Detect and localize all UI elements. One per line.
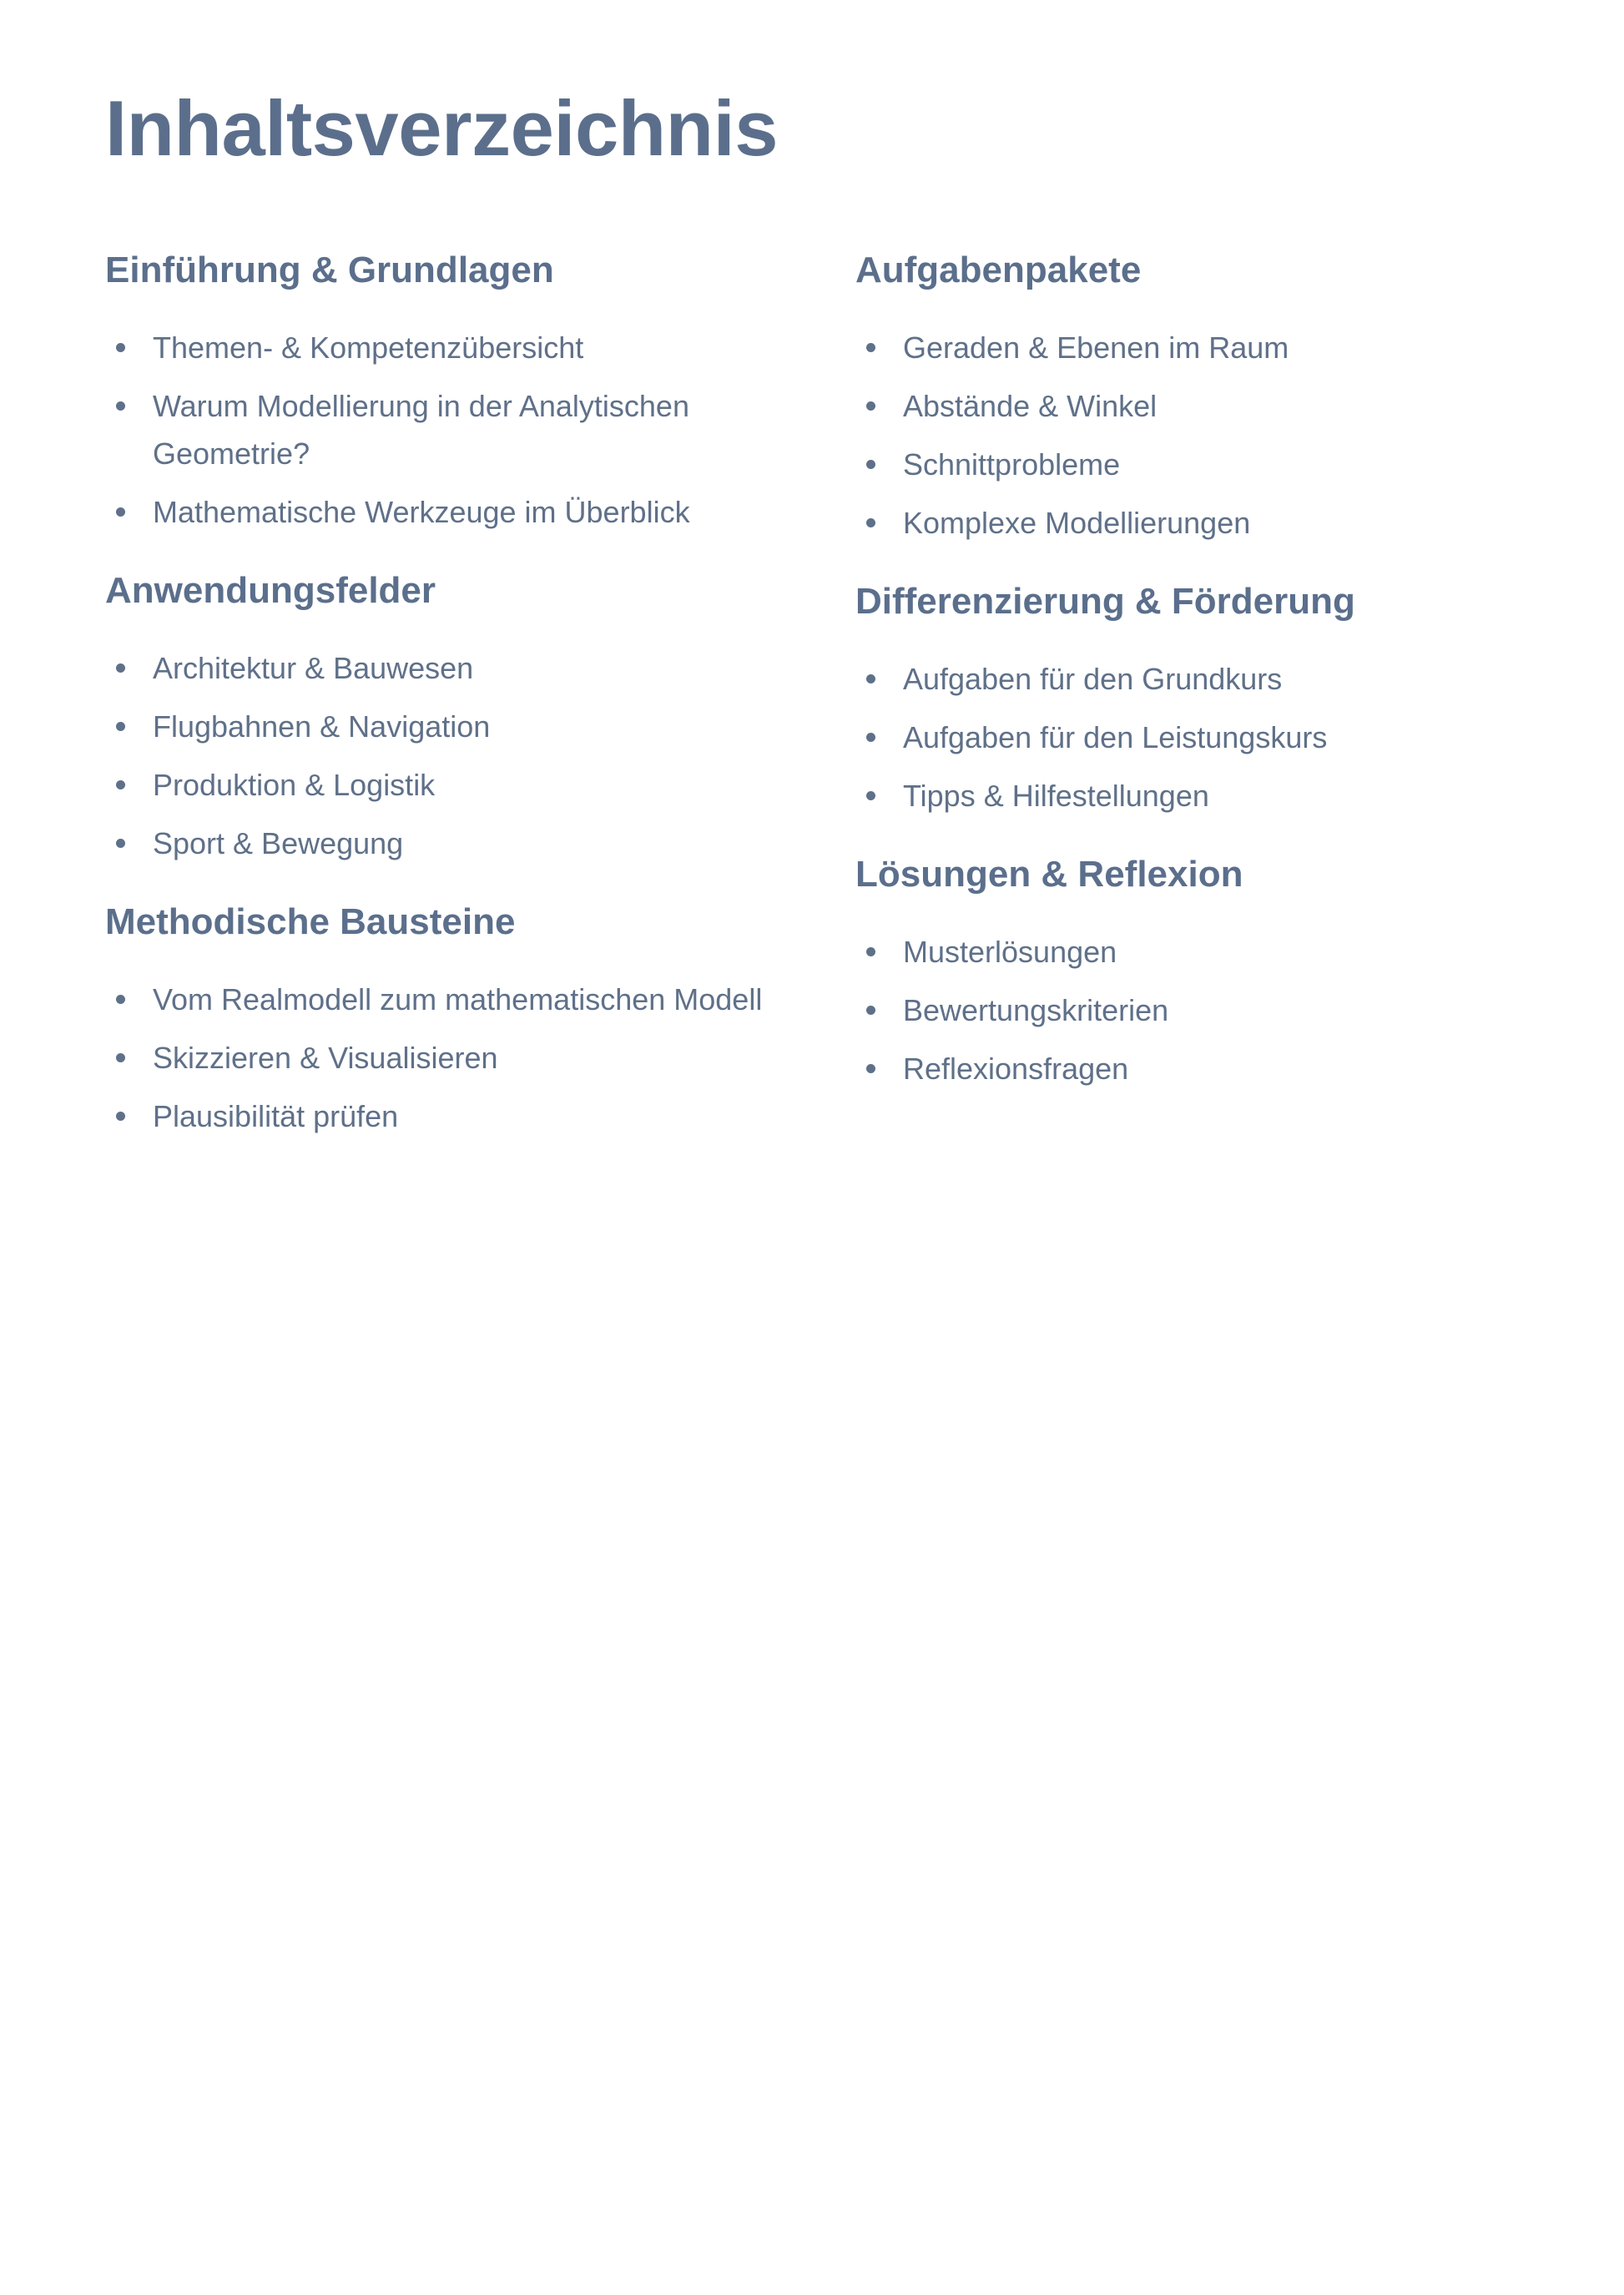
list-item-label: Musterlösungen [903,935,1117,969]
list-item [855,324,1573,371]
toc-section [855,247,1573,547]
bullet-icon [866,1064,875,1073]
bullet-icon [116,839,125,848]
list-item [105,1034,823,1082]
list-item-label: Themen- & Kompetenzübersicht [153,330,584,365]
section-item-list [105,976,823,1140]
list-item [105,820,823,867]
list-item [105,644,823,692]
bullet-icon [866,343,875,352]
list-item [105,324,823,371]
list-item [105,382,823,477]
bullet-icon [866,733,875,742]
list-item-label: Bewertungskriterien [903,993,1169,1027]
list-item [855,928,1573,976]
list-item [105,1092,823,1140]
bullet-icon [116,663,125,673]
bullet-icon [866,460,875,469]
list-item [105,761,823,809]
bullet-icon [866,1006,875,1015]
toc-column-left [105,247,823,1172]
list-item [855,1045,1573,1092]
section-item-list [105,324,823,536]
list-item-label: Tipps & Hilfestellungen [903,779,1209,813]
list-item-label: Vom Realmodell zum mathematischen Modell [153,982,763,1016]
bullet-icon [866,401,875,411]
bullet-icon [116,401,125,411]
toc-section [105,899,823,1140]
list-item [105,488,823,536]
list-item-label: Mathematische Werkzeuge im Überblick [153,495,690,529]
bullet-icon [116,1112,125,1121]
list-item [855,441,1573,488]
list-item [855,655,1573,703]
list-item-label: Komplexe Modellierungen [903,506,1251,540]
section-heading: Differenzierung & Förderung [855,581,1355,622]
list-item-label: Aufgaben für den Leistungskurs [903,720,1328,754]
bullet-icon [116,1053,125,1062]
list-item [105,703,823,750]
section-item-list [105,644,823,867]
list-item-label: Aufgaben für den Grundkurs [903,662,1283,696]
bullet-icon [866,947,875,956]
section-heading: Aufgabenpakete [855,250,1142,290]
list-item-label: Produktion & Logistik [153,768,436,802]
section-heading: Anwendungsfelder [105,570,436,611]
list-item-label: Flugbahnen & Navigation [153,709,491,744]
bullet-icon [866,791,875,800]
list-item-label: Schnittprobleme [903,447,1121,482]
toc-column-right [855,247,1573,1124]
list-item [855,382,1573,430]
toc-section [105,247,823,536]
section-item-list [855,928,1573,1092]
list-item-label: Warum Modellierung in der Analytischen Geometrie? [153,389,689,471]
section-item-list [855,655,1573,820]
list-item-label: Abstände & Winkel [903,389,1157,423]
section-heading: Lösungen & Reflexion [855,854,1243,895]
section-item-list [855,324,1573,547]
table-of-contents-page [105,80,1541,1133]
toc-section [105,567,823,867]
list-item [855,499,1573,547]
bullet-icon [116,780,125,789]
bullet-icon [866,518,875,527]
bullet-icon [116,995,125,1004]
list-item-label: Geraden & Ebenen im Raum [903,330,1289,365]
list-item [855,986,1573,1034]
list-item [855,714,1573,761]
toc-section [855,851,1573,1092]
list-item-label: Skizzieren & Visualisieren [153,1041,498,1075]
bullet-icon [116,722,125,731]
page-title: Inhaltsverzeichnis [105,84,778,172]
toc-section [855,578,1573,820]
list-item [855,772,1573,820]
list-item-label: Architektur & Bauwesen [153,651,474,685]
bullet-icon [116,507,125,517]
list-item-label: Plausibilität prüfen [153,1099,399,1133]
bullet-icon [116,343,125,352]
bullet-icon [866,674,875,683]
section-heading: Einführung & Grundlagen [105,250,554,290]
section-heading: Methodische Bausteine [105,901,516,942]
list-item-label: Sport & Bewegung [153,826,404,860]
list-item-label: Reflexionsfragen [903,1052,1129,1086]
list-item [105,976,823,1023]
